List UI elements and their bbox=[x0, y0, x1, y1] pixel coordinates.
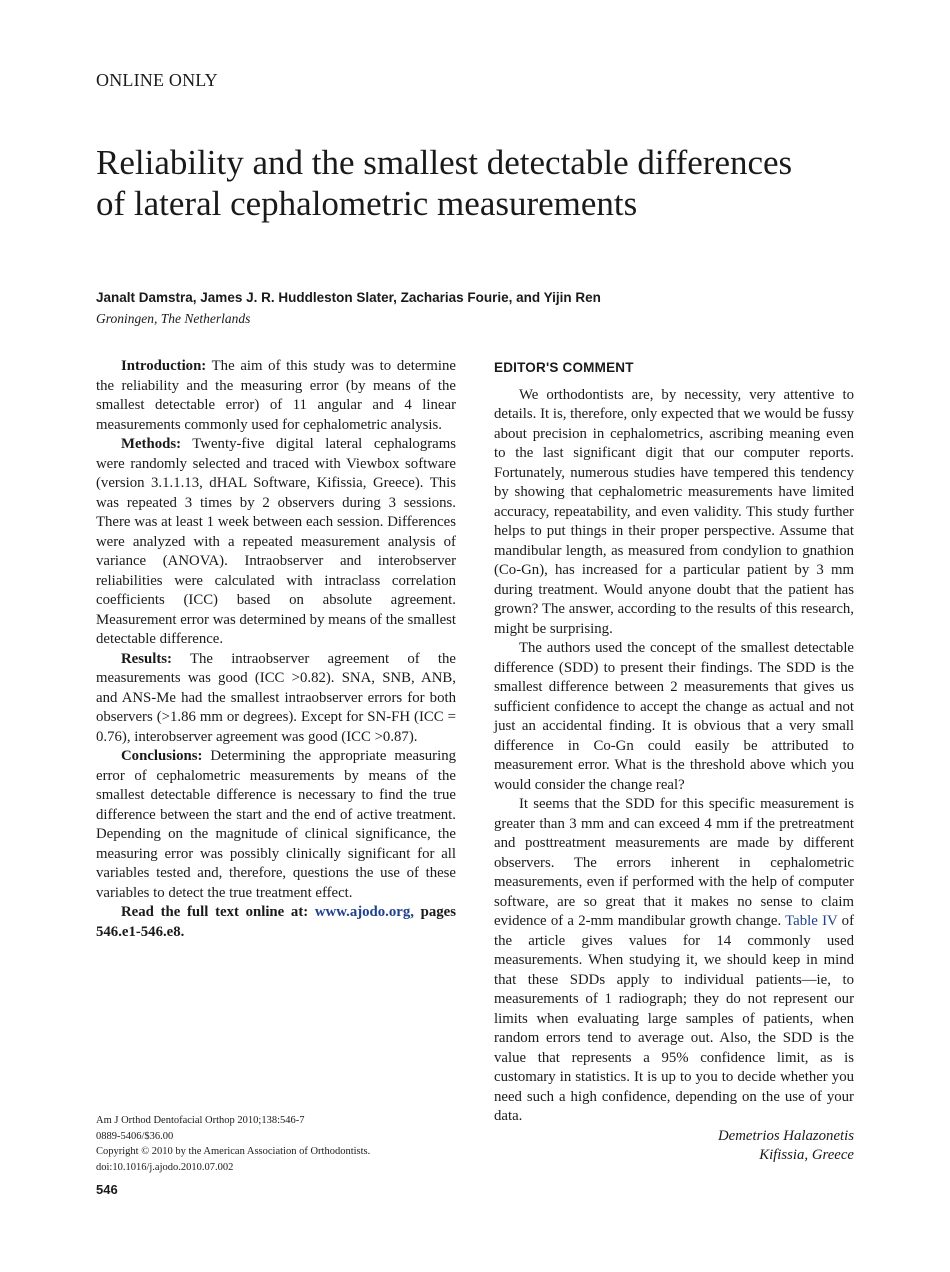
abstract-methods bbox=[96, 435, 456, 650]
journal-citation: Am J Orthod Dentofacial Orthop 2010;138:546-7 bbox=[96, 1115, 305, 1126]
copyright-notice: Copyright © 2010 by the American Association of Orthodontists. bbox=[96, 1146, 371, 1157]
citation-footer bbox=[96, 1113, 370, 1175]
page-number: 546 bbox=[96, 1182, 118, 1197]
affiliation: Groningen, The Netherlands bbox=[96, 311, 251, 326]
methods-label: Methods: bbox=[121, 436, 182, 452]
table-iv-link[interactable]: Table IV bbox=[785, 913, 838, 929]
signature-place: Kifissia, Greece bbox=[759, 1147, 854, 1163]
abstract-column bbox=[96, 357, 456, 942]
ajodo-link[interactable]: www.ajodo.org, bbox=[314, 904, 414, 920]
signature-name: Demetrios Halazonetis bbox=[717, 1127, 854, 1144]
conclusions-text: Determining the appropriate measuring error of cephalometric measurements by means of the smallest detectable difference is necessary to find the true difference between the start and the end of active treatment. Depending on the magnitude of clinical significance, the measuring error was possibly clinically significant for all variables tested and, therefore, questions the use of these variables to detect the true treatment effect. bbox=[96, 748, 456, 901]
abstract-conclusions bbox=[96, 747, 456, 903]
para-3-text-before: It seems that the SDD for this specific measurement is greater than 3 mm and can exceed 4 mm if the pretreatment and posttreatment measurements are made by different observers. The errors inherent in cephalometric measurements, even if performed with the help of computer software, are so great that it makes no sense to claim evidence of a 2-mm mandibular growth change. bbox=[494, 796, 854, 929]
read-full-text bbox=[96, 903, 456, 942]
author-list: Janalt Damstra, James J. R. Huddleston Slater, Zacharias Fourie, and Yijin Ren bbox=[96, 290, 601, 305]
read-more-pages: pages 546.e1-546.e8. bbox=[96, 904, 456, 940]
issn-price: 0889-5406/$36.00 bbox=[96, 1130, 174, 1142]
results-label: Results: bbox=[121, 650, 172, 667]
article-title: Reliability and the smallest detectable differences of lateral cephalometric measurements bbox=[96, 143, 793, 223]
editor-comment-heading: EDITOR'S COMMENT bbox=[494, 360, 634, 375]
editor-comment-para-3 bbox=[494, 795, 854, 1127]
abstract-introduction bbox=[96, 357, 456, 435]
abstract-results bbox=[96, 650, 456, 748]
editor-comment-column bbox=[494, 358, 854, 1166]
introduction-label: Introduction: bbox=[121, 358, 207, 374]
section-label: ONLINE ONLY bbox=[96, 70, 218, 90]
introduction-text: The aim of this study was to determine the reliability and the measuring error (by means of the smallest detectable error) of 11 angular and 4 linear measurements commonly used for cephalometric analysis. bbox=[96, 358, 456, 433]
para-3-text-after: of the article gives values for 14 commonly used measurements. When studying it, we should keep in mind that these SDDs apply to individual patients—ie, to measurements of 1 radiograph; they do not represent our limits when evaluating large samples of patients, when random errors tend to average out. Also, the SDD is the value that represents a 95% confidence limit, as is customary in statistics. It is up to you to decide whether you need such a high confidence, depending on the use of your data. bbox=[494, 913, 854, 1124]
doi: doi:10.1016/j.ajodo.2010.07.002 bbox=[96, 1161, 234, 1173]
conclusions-label: Conclusions: bbox=[121, 748, 203, 764]
editor-comment-para-2: The authors used the concept of the smallest detectable difference (SDD) to present their findings. The SDD is the smallest difference between 2 measurements that gives us sufficient confidence to accept the change as actual and not just an accidental finding. It is obvious that a very small difference in Co-Gn could easily be attributed to measurement error. What is the threshold above which you would consider the change real? bbox=[494, 640, 854, 793]
read-more-prefix: Read the full text online at: bbox=[121, 904, 315, 920]
editor-comment-para-1: We orthodontists are, by necessity, very attentive to details. It is, therefore, only expected that we would be fussy about precision in cephalometrics, ascribing meaning even to the last significant digit that our computer reports. Fortunately, numerous studies have tempered this tendency by showing that cephalometric measurements have limited accuracy, repeatability, and even validity. This study further helps to put things in their proper perspective. Assume that mandibular length, as measured from condylion to gnathion (Co-Gn), has increased for a particular patient by 3 mm during treatment. Would anyone doubt that the patient has grown? The answer, according to the results of this research, might be surprising. bbox=[494, 386, 854, 637]
results-text: The intraobserver agreement of the measurements was good (ICC >0.82). SNA, SNB, ANB, and ANS-Me had the smallest intraobserver errors for both observers (>1.86 mm or degrees). Except for SN-FH (ICC = 0.76), interobserver agreement was good (ICC >0.87). bbox=[96, 650, 456, 745]
methods-text: Twenty-five digital lateral cephalograms were randomly selected and traced with Viewbox software (version 3.1.1.13, dHAL Software, Kifissia, Greece). This was repeated 3 times by 2 observers during 3 sessions. There was at least 1 week between each session. Differences were analyzed with a repeated measurement analysis of variance (ANOVA). Intraobserver and interobserver reliabilities were calculated with intraclass correlation coefficients (ICC) based on absolute agreement. Measurement error was determined by means of the smallest detectable difference. bbox=[96, 436, 456, 647]
